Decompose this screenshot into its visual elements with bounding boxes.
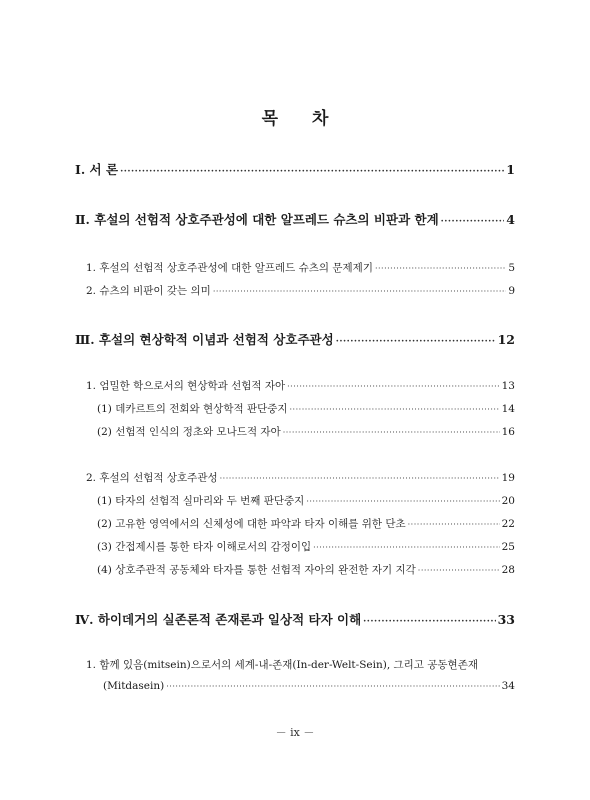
leader-dots (287, 382, 499, 391)
toc-label: (4) 상호주관적 공동체와 타자를 통한 선험적 자아의 완전한 자기 지각 (97, 564, 416, 576)
toc-label: (2) 고유한 영역에서의 신체성에 대한 파악과 타자 이해를 위한 단초 (97, 518, 406, 530)
toc-page-number: 16 (501, 426, 515, 438)
toc-label: Ⅲ. 후설의 현상학적 이념과 선험적 상호주관성 (75, 332, 334, 347)
toc-subsection-3-2-2[interactable] (97, 516, 515, 531)
toc-page-number: 34 (501, 680, 515, 692)
toc-label: Ⅱ. 후설의 선험적 상호주관성에 대한 알프레드 슈츠의 비판과 한계 (75, 212, 439, 227)
toc-section-3-2[interactable] (86, 470, 515, 485)
toc-chapter-3[interactable] (75, 330, 515, 348)
toc-label: Ⅰ. 서 론 (75, 162, 119, 177)
toc-page-number: 12 (497, 332, 515, 347)
toc-page-number: 1 (506, 162, 515, 177)
toc-label: (Mitdasein) (103, 680, 165, 692)
toc-page-number: 22 (501, 518, 515, 530)
leader-dots (306, 497, 499, 506)
leader-dots (408, 520, 500, 529)
leader-dots (220, 474, 500, 483)
toc-label: Ⅳ. 하이데거의 실존론적 존재론과 일상적 타자 이해 (75, 612, 362, 627)
leader-dots (290, 405, 500, 414)
toc-label: 1. 엄밀한 학으로서의 현상학과 선험적 자아 (86, 380, 286, 392)
toc-section-2-2[interactable] (86, 283, 515, 298)
toc-page-number: 33 (497, 612, 515, 627)
toc-label: 2. 슈츠의 비판이 갖는 의미 (86, 285, 211, 297)
toc-section-4-1-cont[interactable] (103, 680, 515, 692)
toc-subsection-3-2-3[interactable] (97, 539, 515, 554)
toc-label: 2. 후설의 선험적 상호주관성 (86, 472, 218, 484)
leader-dots (166, 682, 499, 691)
toc-subsection-3-2-1[interactable] (97, 493, 515, 508)
toc-page-number: 5 (508, 262, 515, 274)
toc-subsection-3-2-4[interactable] (97, 562, 515, 577)
toc-page-number: 13 (501, 380, 515, 392)
leader-dots (441, 217, 505, 227)
leader-dots (120, 167, 504, 177)
page-footer-number: － ix － (275, 726, 315, 739)
toc-subsection-3-1-1[interactable] (97, 401, 515, 416)
leader-dots (283, 428, 500, 437)
leader-dots (363, 617, 495, 627)
toc-page-number: 28 (501, 564, 515, 576)
toc-page-number: 25 (501, 541, 515, 553)
toc-chapter-1[interactable] (75, 160, 515, 178)
toc-subsection-3-1-2[interactable] (97, 424, 515, 439)
toc-section-4-1[interactable] (86, 657, 515, 672)
toc-label: 1. 후설의 선험적 상호주관성에 대한 알프레드 슈츠의 문제제기 (86, 262, 373, 274)
toc-page-number: 9 (508, 285, 515, 297)
leader-dots (313, 543, 499, 552)
leader-dots (375, 264, 506, 273)
toc-label: 1. 함께 있음(mitsein)으로서의 세계-내-존재(In-der-Welt-Sein), 그리고 공동현존재 (86, 659, 478, 671)
toc-chapter-2[interactable] (75, 210, 515, 228)
toc-label: (2) 선험적 인식의 정초와 모나드적 자아 (97, 426, 281, 438)
leader-dots (213, 287, 507, 296)
leader-dots (418, 566, 500, 575)
toc-label: (1) 타자의 선험적 실마리와 두 번째 판단중지 (97, 495, 305, 507)
toc-page-number: 20 (501, 495, 515, 507)
toc-section-3-1[interactable] (86, 378, 515, 393)
toc-page-number: 4 (506, 212, 515, 227)
toc-chapter-4[interactable] (75, 610, 515, 628)
toc-label: (1) 데카르트의 전회와 현상학적 판단중지 (97, 403, 288, 415)
page-title: 목 차 (261, 109, 343, 129)
toc-page-number: 14 (501, 403, 515, 415)
leader-dots (336, 337, 496, 347)
toc-page-number: 19 (501, 472, 515, 484)
toc-section-2-1[interactable] (86, 260, 515, 275)
toc-label: (3) 간접제시를 통한 타자 이해로서의 감정이입 (97, 541, 312, 553)
